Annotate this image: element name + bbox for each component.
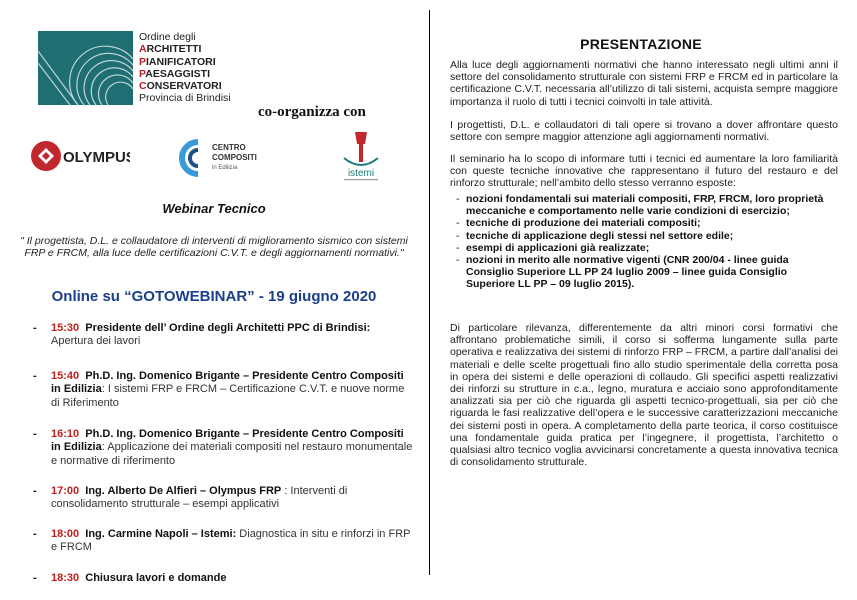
centro-compositi-logo [176, 138, 276, 183]
centro-line3: in Edilizia [212, 165, 238, 171]
ordine-line: PIANIFICATORI [139, 55, 216, 68]
agenda-speaker: Presidente dell’ Ordine degli Architetti PPC di Brindisi: [85, 322, 371, 334]
agenda-desc: : Applicazione dei materiali compositi nel restauro monumentale e normative di riferimento [51, 441, 413, 467]
online-date-line: Online su “GOTOWEBINAR” - 19 giugno 2020 [51, 288, 377, 305]
centro-line2: COMPOSITI [212, 153, 257, 162]
agenda-desc: : I sistemi FRP e FRCM – Certificazione C.V.T. e nuove norme di Riferimento [51, 383, 405, 409]
right-column [436, 0, 846, 600]
webinar-subtitle: " Il progettista, D.L. e collaudatore di interventi di miglioramento sismico con sistemi FRP e FRCM, alla luce delle certificazioni C.V.T. e degli aggiornamenti normativi." [20, 235, 408, 259]
topic-item: - tecniche di produzione dei materiali compositi; [456, 217, 701, 230]
presentazione-paragraph-3: Il seminario ha lo scopo di informare tutti i tecnici ed aumentare la loro familiarità con queste tecniche innovative che rappresentano il futuro del restauro e del rinforzo strutturale; nell’ambito dello stesso verranno esposte: [450, 153, 838, 190]
agenda-desc: Apertura dei lavori [51, 335, 141, 348]
topic-item: - nozioni fondamentali sui materiali compositi, FRP, FRCM, loro proprietà meccaniche e comportamento nelle varie condizioni di esercizio; [456, 193, 824, 218]
agenda-speaker: Ph.D. Ing. Domenico Brigante – Presidente Centro Compositi in Edilizia [51, 428, 404, 454]
topic-item: - tecniche di applicazione degli stessi nel settore edile; [456, 229, 734, 242]
topic-item: - nozioni in merito alle normative vigenti (CNR 200/04 - linee guida Consiglio Superiore LL PP 24 luglio 2009 – linee guida Consiglio Superiore LL PP – 09 luglio 2015). [456, 254, 789, 291]
agenda-time: 17:00 [51, 485, 80, 497]
ordine-architetti-logo [38, 31, 133, 105]
column-divider [429, 10, 430, 575]
agenda-time: 15:40 [51, 370, 80, 382]
ordine-line: CONSERVATORI [139, 80, 222, 93]
agenda-speaker: Ing. Carmine Napoli – Istemi: [85, 528, 237, 540]
agenda-time: 18:30 [51, 572, 80, 584]
ordine-line: PAESAGGISTI [139, 67, 210, 80]
presentazione-paragraph-4: Di particolare rilevanza, differentemente da altri minori corsi formativi che affrontano problematiche simili, il corso si sofferma lungamente sulla parte operativa e realizzativa dei sistemi di rinforzo FRP – FRCM, a partire dall’analisi dei materiali e delle scelte progettuali fino allo studio sperimentale della corretta posa in opera dei sistemi e delle operazioni di collaudo. Gli specifici aspetti realizzativi dei rinforzi su strutture in c.a., legno, muratura e acciaio sono approfonditamente analizzati sia per ciò che riguarda gli aspetti tecnico-progettuali, sia per ciò che riguarda le fasi realizzative dell’opera e le successive caratterizzazioni meccaniche dei sistemi posti in opera. A completamento della parte teorica, il corso costituisce una fondamentale guida pratica per l’ingegnere, il progettista, l’architetto o qualsiasi altro tecnico voglia avvicinarsi concretamente a questa innovativa tecnica di consolidamento strutturale. [450, 322, 838, 469]
presentazione-paragraph-2: I progettisti, D.L. e collaudatori di tali opere si trovano a dover affrontare questo settore con sempre maggior attenzione agli aggiornamenti normativi. [450, 119, 838, 144]
left-column: Ordine degli ARCHITETTI PIANIFICATORI PAESAGGISTI CONSERVATORI Provincia di Brindisi co-organizza con OLYMPUS CENTRO COMPOSITI in Edilizia istemi Webinar Tecnico " Il progettista, D.L. e collaudatore di interventi di miglioramento sismico con sistemi FRP e FRCM, alla luce delle certificazioni C.V.T. e degli aggiornamenti normativi." Online su “GOTOWEBINAR” - 19 giugno 2020 - 15:30 Presidente dell’ Ordine degli Architetti PPC di Brindisi: Apertura dei lavori - 15:40 Ph.D. Ing. Domenico Brigante – Presidente Centro Compositi in Edilizia: I sistemi FRP e FRCM – Certificazione C.V.T. e nuove norme di Riferimento - 16:10 Ph.D. Ing. Domenico Brigante – Presidente Centro Compositi in Edilizia: Applicazione dei materiali compositi nel restauro monumentale e normative di riferimento - 17:00 Ing. Alberto De Alfieri – Olympus FRP : Interventi di consolidamento strutturale – esempi applicativi - 18:00 Ing. Carmine Napoli – Istemi: Diagnostica in situ e rinforzi in FRP e FRCM - 18:30 Chiusura lavori e domande [0, 0, 428, 600]
topic-item: - esempi di applicazioni già realizzate; [456, 241, 650, 254]
agenda-time: 16:10 [51, 428, 80, 440]
ordine-line: Provincia di Brindisi [139, 92, 231, 105]
agenda-time: 18:00 [51, 528, 80, 540]
istemi-logo [336, 128, 386, 189]
presentazione-title: PRESENTAZIONE [580, 36, 702, 52]
agenda-desc: Diagnostica in situ e rinforzi in FRP e FRCM [51, 528, 411, 554]
agenda-desc: : Interventi di consolidamento strutturale – esempi applicativi [51, 485, 348, 511]
istemi-wordmark: istemi [347, 168, 375, 179]
agenda-speaker: Chiusura lavori e domande [85, 572, 227, 584]
coorganizza-label: co-organizza con [258, 104, 366, 120]
presentazione-paragraph-1: Alla luce degli aggiornamenti normativi che hanno interessato negli ultimi anni il settore del consolidamento strutturale con sistemi FRP e FRCM ed in particolare la certificazione C.V.T. necessaria all’utilizzo di tali sistemi, acquista sempre maggiore importanza il ruolo di tutti i tecnici coinvolti in tale attività. [450, 59, 838, 108]
ordine-architetti-name [139, 31, 231, 105]
olympus-wordmark: OLYMPUS [63, 149, 130, 166]
ordine-line: Ordine degli [139, 31, 196, 43]
agenda-speaker: Ing. Alberto De Alfieri – Olympus FRP [85, 485, 282, 497]
agenda-speaker: Ph.D. Ing. Domenico Brigante – Presidente Centro Compositi in Edilizia [51, 370, 404, 396]
agenda-time: 15:30 [51, 322, 80, 334]
webinar-title: Webinar Tecnico [162, 201, 266, 216]
ordine-line: ARCHITETTI [139, 43, 202, 56]
olympus-logo [30, 139, 130, 178]
topics-list [450, 193, 838, 291]
centro-line1: CENTRO [212, 143, 246, 152]
